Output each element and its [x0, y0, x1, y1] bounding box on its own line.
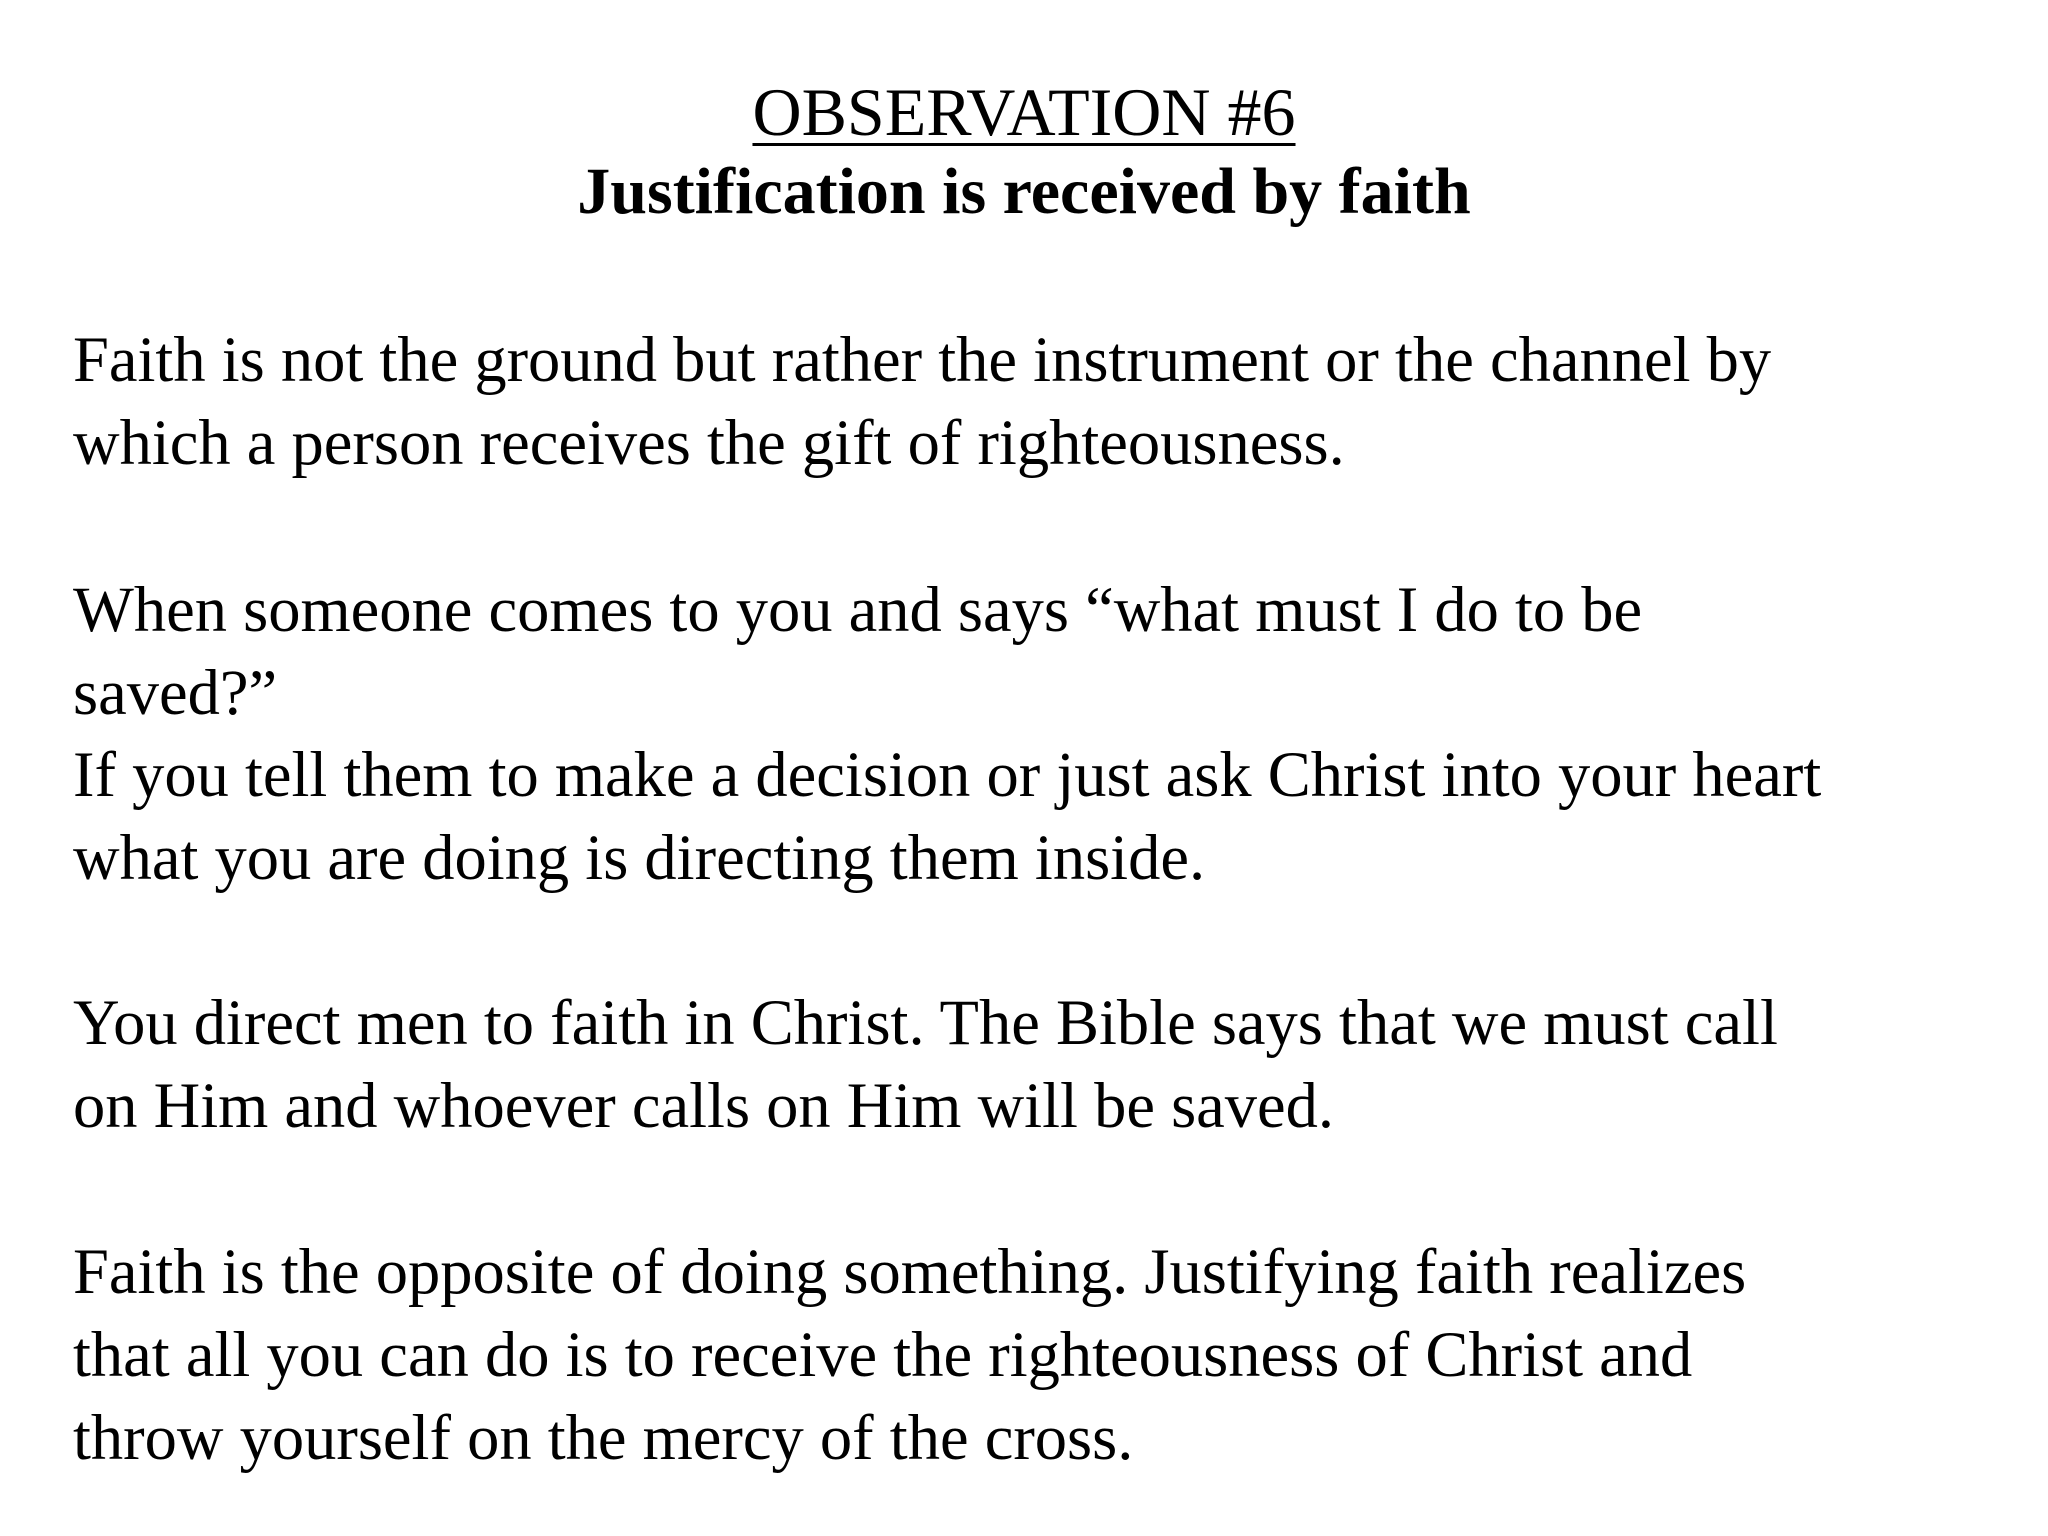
paragraph-what-must-i-do: When someone comes to you and says “what must I do to be saved?” [73, 574, 1643, 728]
paragraph-faith-instrument: Faith is not the ground but rather the instrument or the channel by which a person receives the gift of righteousness. [73, 324, 1772, 478]
observation-title: Justification is received by faith [577, 155, 1471, 228]
paragraph-faith-opposite-of-doing: Faith is the opposite of doing something. Justifying faith realizes that all you can do is to receive the righteousness of Christ and throw yourself on the mercy of the cross. [73, 1236, 1747, 1473]
observation-number-heading: OBSERVATION #6 [752, 74, 1296, 150]
paragraph-directing-inside: If you tell them to make a decision or just ask Christ into your heart what you are doing is directing them inside. [73, 739, 1822, 893]
paragraph-direct-to-christ: You direct men to faith in Christ. The Bible says that we must call on Him and whoever calls on Him will be saved. [73, 987, 1778, 1141]
